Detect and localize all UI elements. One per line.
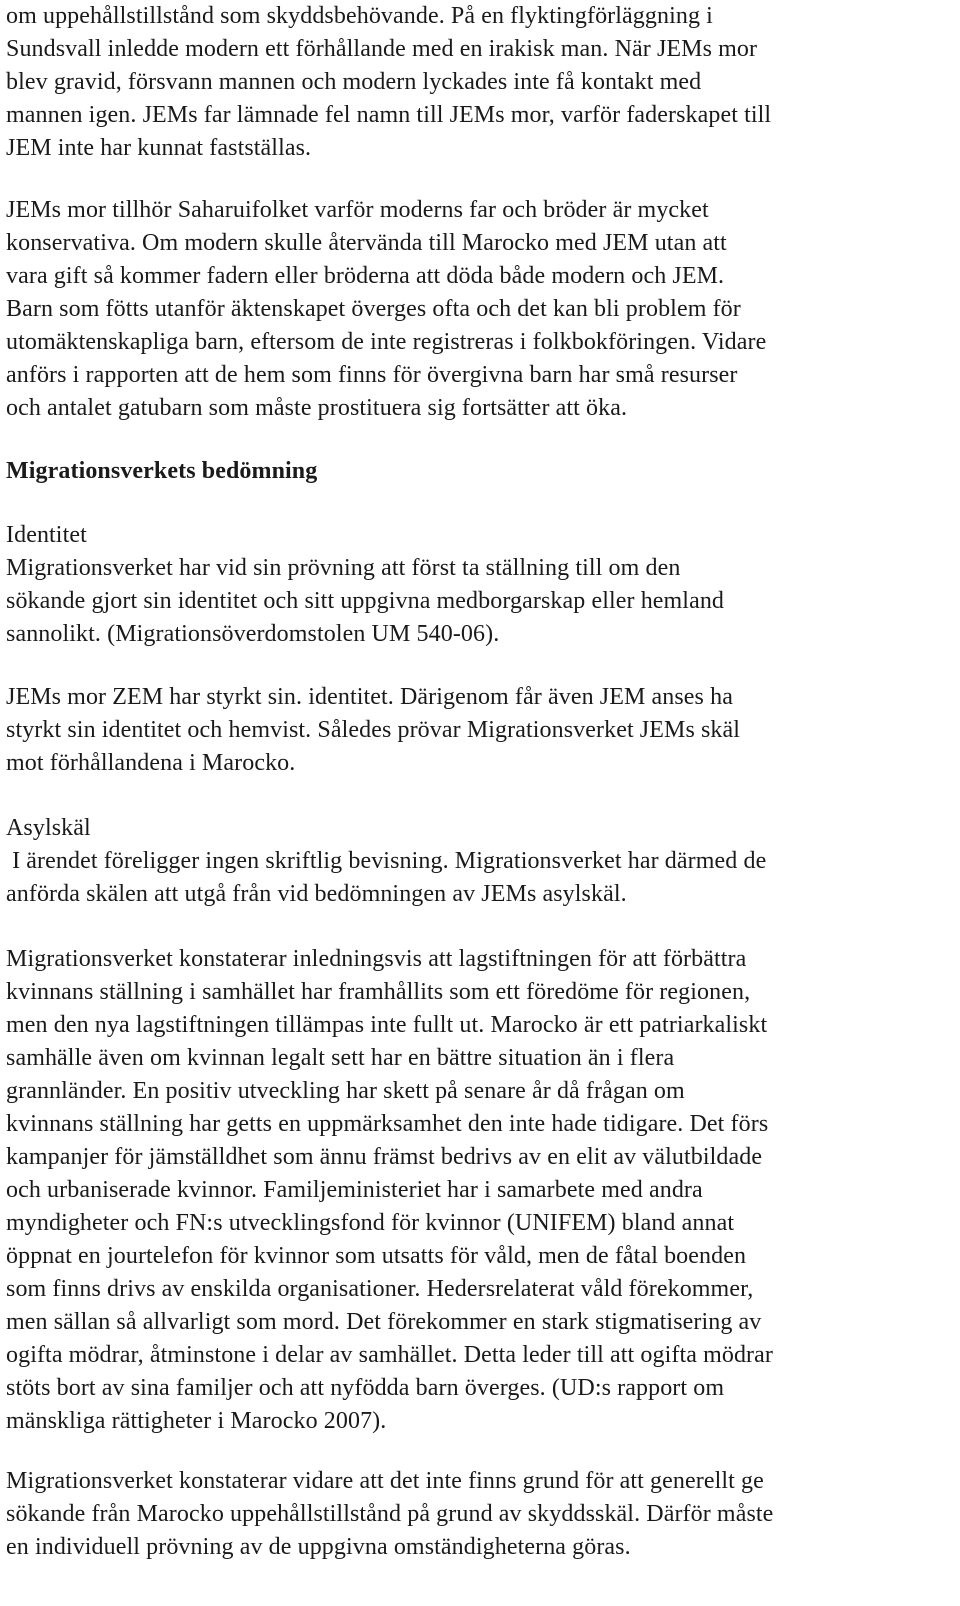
text-line: ogifta mödrar, åtminstone i delar av samhället. Detta leder till att ogifta mödrar — [6, 1342, 773, 1368]
text-line: som finns drivs av enskilda organisationer. Hedersrelaterat våld förekommer, — [6, 1276, 754, 1302]
paragraph-identity — [6, 552, 952, 651]
text-line: sökande gjort sin identitet och sitt uppgivna medborgarskap eller hemland — [6, 588, 725, 614]
paragraph-identity-assessment — [6, 681, 952, 780]
text-line: Migrationsverket har vid sin prövning att först ta ställning till om den — [6, 555, 681, 581]
paragraph-background-2 — [6, 194, 952, 425]
text-line: sannolikt. (Migrationsöverdomstolen UM 540-06). — [6, 621, 500, 647]
text-line: stöts bort av sina familjer och att nyfödda barn överges. (UD:s rapport om — [6, 1375, 725, 1401]
text-line: om uppehållstillstånd som skyddsbehövande. På en flyktingförläggning i — [6, 3, 713, 29]
text-line: myndigheter och FN:s utvecklingsfond för kvinnor (UNIFEM) bland annat — [6, 1210, 735, 1236]
text-line: Barn som fötts utanför äktenskapet överges ofta och det kan bli problem för — [6, 296, 741, 322]
text-line: öppnat en jourtelefon för kvinnor som utsatts för våld, men de fåtal boenden — [6, 1243, 747, 1269]
paragraph-background-1 — [6, 0, 952, 165]
text-line: Migrationsverket konstaterar inledningsvis att lagstiftningen för att förbättra — [6, 946, 747, 972]
paragraph-country-situation — [6, 943, 952, 1438]
text-line: Sundsvall inledde modern ett förhållande med en irakisk man. När JEMs mor — [6, 36, 758, 62]
subheading-asylum — [6, 812, 952, 845]
text-line: anförda skälen att utgå från vid bedömningen av JEMs asylskäl. — [6, 881, 627, 907]
heading-text: Migrationsverkets bedömning — [6, 458, 318, 484]
text-line: utomäktenskapliga barn, eftersom de inte registreras i folkbokföringen. Vidare — [6, 329, 767, 355]
subheading-identity — [6, 519, 952, 552]
text-line: kvinnans ställning i samhället har framhållits som ett föredöme för regionen, — [6, 979, 751, 1005]
text-line: anförs i rapporten att de hem som finns för övergivna barn har små resurser — [6, 362, 738, 388]
text-line: Migrationsverket konstaterar vidare att det inte finns grund för att generellt ge — [6, 1468, 764, 1494]
text-line: mot förhållandena i Marocko. — [6, 750, 296, 776]
text-line: vara gift så kommer fadern eller bröderna att döda både modern och JEM. — [6, 263, 725, 289]
text-line: JEM inte har kunnat fastställas. — [6, 135, 312, 161]
text-line: och antalet gatubarn som måste prostituera sig fortsätter att öka. — [6, 395, 628, 421]
subheading-text: Asylskäl — [6, 815, 91, 841]
text-line: kampanjer för jämställdhet som ännu främst bedrivs av en elit av välutbildade — [6, 1144, 763, 1170]
text-line: JEMs mor tillhör Saharuifolket varför moderns far och bröder är mycket — [6, 197, 709, 223]
text-line: JEMs mor ZEM har styrkt sin. identitet. Därigenom får även JEM anses ha — [6, 684, 733, 710]
text-line: en individuell prövning av de uppgivna omständigheterna göras. — [6, 1534, 631, 1560]
text-line: I ärendet föreligger ingen skriftlig bevisning. Migrationsverket har därmed de — [6, 848, 767, 874]
text-line: blev gravid, försvann mannen och modern lyckades inte få kontakt med — [6, 69, 702, 95]
text-line: sökande från Marocko uppehållstillstånd på grund av skyddsskäl. Därför måste — [6, 1501, 774, 1527]
text-line: grannländer. En positiv utveckling har skett på senare år då frågan om — [6, 1078, 685, 1104]
text-line: konservativa. Om modern skulle återvända till Marocko med JEM utan att — [6, 230, 727, 256]
section-heading — [6, 455, 952, 488]
subheading-text: Identitet — [6, 522, 87, 548]
text-line: mänskliga rättigheter i Marocko 2007). — [6, 1408, 387, 1434]
paragraph-conclusion — [6, 1465, 952, 1564]
text-line: men sällan så allvarligt som mord. Det förekommer en stark stigmatisering av — [6, 1309, 762, 1335]
text-line: kvinnans ställning har getts en uppmärksamhet den inte hade tidigare. Det förs — [6, 1111, 769, 1137]
text-line: men den nya lagstiftningen tillämpas inte fullt ut. Marocko är ett patriarkaliskt — [6, 1012, 768, 1038]
text-line: styrkt sin identitet och hemvist. Således prövar Migrationsverket JEMs skäl — [6, 717, 741, 743]
text-line: samhälle även om kvinnan legalt sett har en bättre situation än i flera — [6, 1045, 675, 1071]
text-line: och urbaniserade kvinnor. Familjeministeriet har i samarbete med andra — [6, 1177, 703, 1203]
text-line: mannen igen. JEMs far lämnade fel namn till JEMs mor, varför faderskapet till — [6, 102, 772, 128]
paragraph-asylum-evidence — [6, 845, 952, 911]
